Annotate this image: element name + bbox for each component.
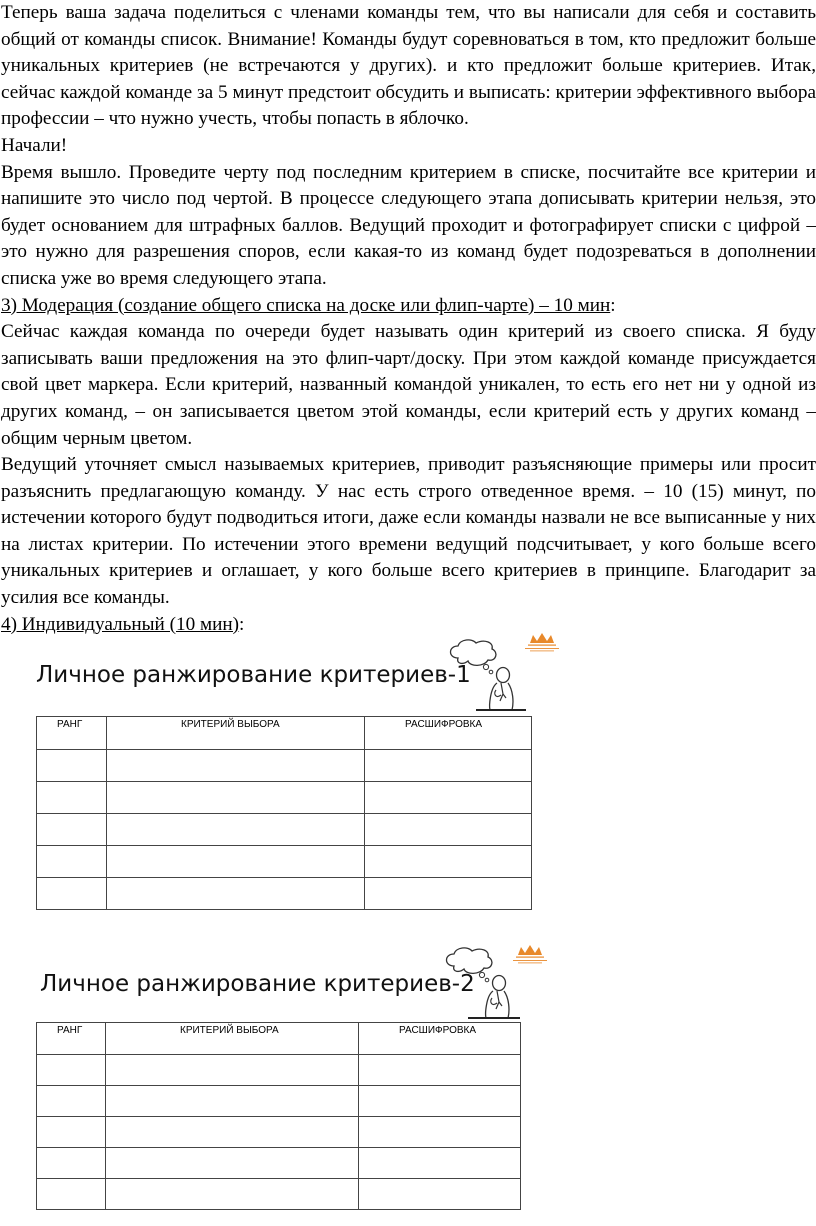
heading-individual	[1, 612, 816, 639]
slide-title: Личное ранжирование критериев-1	[36, 662, 471, 688]
table-cell	[365, 814, 532, 846]
table-cell	[359, 1148, 521, 1179]
crown-logo-icon	[510, 944, 550, 966]
table-cell	[365, 750, 532, 782]
table-row	[37, 1086, 521, 1117]
ground-line	[476, 709, 526, 711]
table-row	[37, 1117, 521, 1148]
header-rank: РАНГ	[37, 1023, 106, 1055]
table-cell	[106, 1117, 359, 1148]
table-cell	[37, 1055, 106, 1086]
table-header-row	[37, 717, 532, 750]
table-cell	[37, 1117, 106, 1148]
table-cell	[37, 1086, 106, 1117]
table-cell	[37, 814, 107, 846]
table-cell	[37, 1179, 106, 1210]
heading-moderation-text: 3) Модерация (создание общего списка на доске или флип-чарте) – 10 мин	[1, 294, 611, 316]
table-row	[37, 1055, 521, 1086]
table-cell	[37, 782, 107, 814]
table-cell	[106, 1086, 359, 1117]
table-cell	[365, 782, 532, 814]
heading-moderation-suffix: :	[610, 294, 616, 316]
table-cell	[359, 1117, 521, 1148]
header-explanation: РАСШИФРОВКА	[359, 1023, 521, 1055]
paragraph-teams: Сейчас каждая команда по очереди будет называть один критерий из своего списка. Я буду записывать ваши предложения на это флип-чарт/доску. При этом каждой команде присуждается свой цвет маркера. Если критерий, названный командой уникален, то есть его нет ни у одной из других команд, – он записывается цветом этой команды, если критерий есть у других команд – общим черным цветом.	[1, 321, 816, 449]
table-row	[37, 1179, 521, 1210]
table-header-row	[37, 1023, 521, 1055]
table-cell	[365, 846, 532, 878]
table-cell	[359, 1179, 521, 1210]
header-criterion: КРИТЕРИЙ ВЫБОРА	[106, 1023, 359, 1055]
ranking-table	[36, 1022, 521, 1210]
ground-line	[468, 1017, 520, 1019]
paragraph-task: Теперь ваша задача поделиться с членами команды тем, что вы написали для себя и составить общий от команды список. Внимание! Команды будут соревноваться в том, кто предложит больше уникальных критериев (не встречаются у других). и кто предложит больше критериев. Итак, сейчас каждой команде за 5 минут предстоит обсудить и выписать: критерии эффективного выбора профессии – что нужно учесть, чтобы попасть в яблочко.	[1, 2, 816, 130]
table-cell	[37, 1148, 106, 1179]
table-cell	[107, 814, 365, 846]
table-cell	[106, 1055, 359, 1086]
paragraph-time-up: Время вышло. Проведите черту под последним критерием в списке, посчитайте все критерии и напишите это число под чертой. В процессе следующего этапа дописывать критерии нельзя, это будет основанием для штрафных баллов. Ведущий проходит и фотографирует списки с цифрой – это нужно для разрешения споров, если какая-то из команд будет подозреваться в дополнении списка уже во время следующего этапа.	[1, 161, 816, 289]
table-cell	[107, 750, 365, 782]
paragraph-host: Ведущий уточняет смысл называемых критериев, приводит разъясняющие примеры или просит разъяснить предлагающую команду. У нас есть строго отведенное время. – 10 (15) минут, по истечении которого будут подводиться итоги, даже если команды назвали не все выписанные у них на листах критерии. По истечении этого времени ведущий подсчитывает, у кого больше всего уникальных критериев и оглашает, у кого больше всего критериев в принципе. Благодарит за усилия все команды.	[1, 454, 816, 609]
table-cell	[106, 1179, 359, 1210]
table-cell	[107, 782, 365, 814]
slide-title: Личное ранжирование критериев-2	[40, 971, 475, 997]
table-cell	[107, 878, 365, 910]
thinking-man-icon	[444, 638, 534, 712]
header-rank: РАНГ	[37, 717, 107, 750]
table-row	[37, 846, 532, 878]
table-cell	[359, 1055, 521, 1086]
table-cell	[106, 1148, 359, 1179]
table-cell	[37, 750, 107, 782]
header-criterion: КРИТЕРИЙ ВЫБОРА	[107, 717, 365, 750]
document-text	[1, 0, 816, 638]
ranking-slide-1	[36, 638, 581, 910]
table-cell	[37, 846, 107, 878]
table-row	[37, 782, 532, 814]
paragraph-start: Начали!	[1, 134, 68, 156]
heading-individual-text: 4) Индивидуальный (10 мин)	[1, 613, 240, 635]
table-cell	[107, 846, 365, 878]
table-cell	[365, 878, 532, 910]
table-cell	[37, 878, 107, 910]
header-explanation: РАСШИФРОВКА	[365, 717, 532, 750]
table-cell	[359, 1086, 521, 1117]
crown-logo-icon	[522, 632, 562, 654]
table-row	[37, 814, 532, 846]
ranking-slide-2	[36, 944, 581, 1214]
table-row	[37, 750, 532, 782]
heading-individual-suffix: :	[239, 613, 245, 635]
heading-moderation	[1, 293, 816, 320]
table-row	[37, 878, 532, 910]
ranking-table	[36, 716, 532, 910]
table-row	[37, 1148, 521, 1179]
